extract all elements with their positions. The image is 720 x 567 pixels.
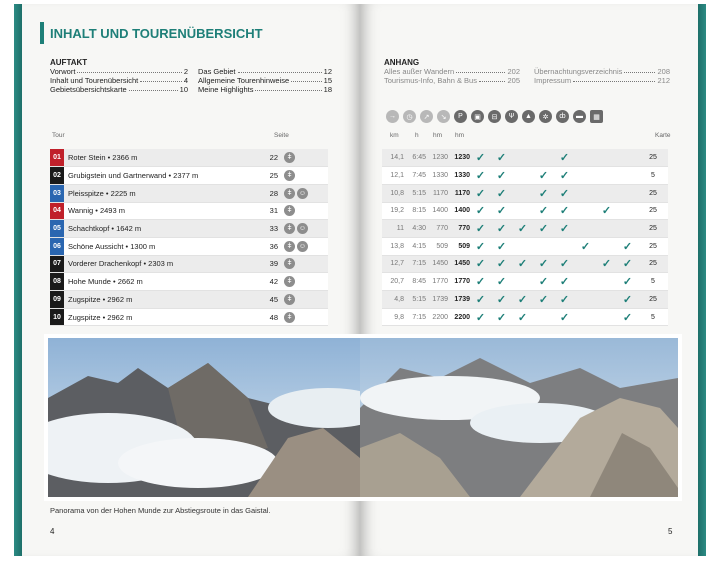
difficulty-icon: ǂ (284, 294, 295, 305)
toc-entry (198, 85, 332, 94)
map-icon: ▦ (590, 110, 603, 123)
panorama-image-left (48, 338, 360, 497)
toc-entry-page: 15 (323, 76, 332, 85)
open-book (14, 4, 706, 556)
empty-cell (617, 220, 638, 238)
toc-entry-label: Impressum (534, 76, 572, 85)
tour-data-row (382, 273, 668, 291)
toc-entry-page: 212 (657, 76, 670, 85)
tour-page: 31 (264, 202, 284, 220)
cover-edge-left (14, 4, 22, 556)
tour-number: 06 (50, 237, 64, 255)
tour-descent: 1770 (448, 273, 470, 291)
empty-cell (512, 237, 533, 255)
toc-entry-page: 12 (323, 67, 332, 76)
tour-number: 04 (50, 202, 64, 220)
panorama-photo-left (44, 334, 360, 501)
tour-map-number: 25 (638, 149, 668, 167)
empty-cell (512, 184, 533, 202)
check-icon: ✓ (533, 184, 554, 202)
check-icon: ✓ (470, 149, 491, 167)
family-icon: ☺ (298, 242, 307, 250)
tour-km: 19,2 (382, 202, 404, 220)
check-icon: ✓ (533, 167, 554, 185)
bike-icon: ȸ (556, 110, 569, 123)
tour-data-row (382, 291, 668, 309)
toc-dot-leader (129, 85, 178, 91)
tour-badges (284, 308, 328, 326)
check-icon: ✓ (491, 273, 512, 291)
tour-page: 42 (264, 273, 284, 291)
heading-accent-bar (40, 22, 44, 44)
empty-cell (575, 308, 596, 326)
toc-entry-label: Tourismus-Info, Bahn & Bus (384, 76, 477, 85)
tour-number: 10 (50, 308, 64, 326)
check-icon: ✓ (470, 308, 491, 326)
tour-name: Vorderer Drachenkopf • 2303 m (64, 255, 264, 273)
empty-cell (596, 220, 617, 238)
tour-ascent: 770 (426, 220, 448, 238)
check-icon: ✓ (491, 202, 512, 220)
tour-row (50, 220, 328, 238)
check-icon: ✓ (491, 237, 512, 255)
toc-entry-page: 202 (507, 67, 520, 76)
toc-entry (534, 67, 670, 76)
tour-duration: 4:15 (404, 237, 426, 255)
tour-data-table (382, 149, 668, 326)
tour-number: 08 (50, 273, 64, 291)
empty-cell (533, 149, 554, 167)
check-icon: ✓ (470, 202, 491, 220)
toc-entry-label: Das Gebiet (198, 67, 236, 76)
check-icon: ✓ (491, 167, 512, 185)
tour-km: 14,1 (382, 149, 404, 167)
toc-dot-leader (573, 76, 655, 82)
check-icon: ✓ (617, 273, 638, 291)
tour-duration: 4:30 (404, 220, 426, 238)
toc-entry-label: Übernachtungsverzeichnis (534, 67, 623, 76)
check-icon: ✓ (533, 220, 554, 238)
check-icon: ✓ (533, 202, 554, 220)
difficulty-icon: ǂ (284, 188, 295, 199)
difficulty-icon: ǂ (284, 170, 295, 181)
tour-name: Roter Stein • 2366 m (64, 149, 264, 167)
check-icon: ✓ (491, 184, 512, 202)
tour-map-number: 5 (638, 273, 668, 291)
difficulty-icon: ǂ (284, 152, 295, 163)
anhang-title: ANHANG (384, 58, 420, 67)
tour-duration: 8:15 (404, 202, 426, 220)
toc-entry-page: 4 (183, 76, 188, 85)
tour-descent: 2200 (448, 308, 470, 326)
tour-row (50, 237, 328, 255)
empty-cell (596, 167, 617, 185)
empty-cell (575, 255, 596, 273)
empty-cell (596, 291, 617, 309)
tour-map-number: 25 (638, 291, 668, 309)
check-icon: ✓ (470, 184, 491, 202)
page-title: INHALT UND TOURENÜBERSICHT (50, 26, 263, 41)
tour-data-row (382, 220, 668, 238)
tour-name: Wannig • 2493 m (64, 202, 264, 220)
tour-name: Schöne Aussicht • 1300 m (64, 237, 264, 255)
tour-ascent: 1739 (426, 291, 448, 309)
toc-dot-leader (255, 85, 321, 91)
tour-page: 48 (264, 308, 284, 326)
tour-badges (284, 220, 328, 238)
family-icon: ☺ (298, 189, 307, 197)
tour-descent: 1330 (448, 167, 470, 185)
tour-badges (284, 237, 328, 255)
tour-map-number: 25 (638, 202, 668, 220)
check-icon: ✓ (470, 237, 491, 255)
route-icon: → (386, 110, 399, 123)
tour-badges (284, 202, 328, 220)
cablecar-icon: ⊟ (488, 110, 501, 123)
col-karte-header: Karte (655, 132, 671, 139)
tour-ascent: 1170 (426, 184, 448, 202)
check-icon: ✓ (575, 237, 596, 255)
restaurant-icon: Ψ (505, 110, 518, 123)
check-icon: ✓ (491, 255, 512, 273)
page-number-left: 4 (50, 527, 55, 536)
winter-icon: ✲ (539, 110, 552, 123)
tour-descent: 770 (448, 220, 470, 238)
panorama-photo-right (360, 334, 682, 501)
tour-badges (284, 273, 328, 291)
left-page (14, 4, 360, 556)
col-km-header: km (390, 132, 399, 139)
col-seite-header: Seite (274, 132, 289, 139)
auftakt-title: AUFTAKT (50, 58, 88, 67)
tour-descent: 1450 (448, 255, 470, 273)
toc-entry-label: Inhalt und Tourenübersicht (50, 76, 139, 85)
difficulty-icon: ǂ (284, 276, 295, 287)
empty-cell (575, 220, 596, 238)
tour-descent: 1400 (448, 202, 470, 220)
toc-dot-leader (479, 76, 506, 82)
empty-cell (575, 167, 596, 185)
toc-dot-leader (291, 76, 321, 82)
empty-cell (596, 273, 617, 291)
tour-row (50, 149, 328, 167)
tour-descent: 1170 (448, 184, 470, 202)
tour-ascent: 1770 (426, 273, 448, 291)
toc-entry (50, 85, 188, 94)
empty-cell (575, 184, 596, 202)
check-icon: ✓ (491, 220, 512, 238)
empty-cell (575, 273, 596, 291)
toc-dot-leader (140, 76, 182, 82)
tour-duration: 7:45 (404, 167, 426, 185)
toc-entry-page: 2 (183, 67, 188, 76)
tour-duration: 6:45 (404, 149, 426, 167)
check-icon: ✓ (470, 220, 491, 238)
hut-icon: ▲ (522, 110, 535, 123)
tour-page: 25 (264, 167, 284, 185)
right-page (360, 4, 706, 556)
tour-ascent: 509 (426, 237, 448, 255)
tour-km: 20,7 (382, 273, 404, 291)
tour-page: 36 (264, 237, 284, 255)
tour-descent: 1230 (448, 149, 470, 167)
tour-row (50, 184, 328, 202)
tour-page: 45 (264, 291, 284, 309)
tour-page: 22 (264, 149, 284, 167)
photo-caption: Panorama von der Hohen Munde zur Abstiegsroute in das Gaistal. (50, 506, 271, 515)
tour-name: Grubigstein und Gartnerwand • 2377 m (64, 167, 264, 185)
tour-row (50, 291, 328, 309)
check-icon: ✓ (554, 308, 575, 326)
check-icon: ✓ (554, 167, 575, 185)
check-icon: ✓ (596, 202, 617, 220)
check-icon: ✓ (512, 308, 533, 326)
check-icon: ✓ (512, 220, 533, 238)
toc-entry-label: Meine Highlights (198, 85, 254, 94)
tour-km: 9,8 (382, 308, 404, 326)
tour-descent: 509 (448, 237, 470, 255)
toc-entry-label: Gebietsübersichtskarte (50, 85, 127, 94)
tour-map-number: 25 (638, 220, 668, 238)
check-icon: ✓ (491, 291, 512, 309)
tour-km: 12,1 (382, 167, 404, 185)
empty-cell (575, 202, 596, 220)
tour-km: 12,7 (382, 255, 404, 273)
toc-entry-page: 18 (323, 85, 332, 94)
toc-entry (50, 76, 188, 85)
tour-ascent: 1400 (426, 202, 448, 220)
check-icon: ✓ (617, 237, 638, 255)
tour-ascent: 1450 (426, 255, 448, 273)
tour-duration: 7:15 (404, 255, 426, 273)
tour-row (50, 255, 328, 273)
toc-dot-leader (77, 67, 181, 73)
toc-dot-leader (238, 67, 322, 73)
tour-page: 28 (264, 184, 284, 202)
tour-badges (284, 255, 328, 273)
empty-cell (596, 149, 617, 167)
tour-duration: 5:15 (404, 184, 426, 202)
tour-badges (284, 149, 328, 167)
check-icon: ✓ (617, 308, 638, 326)
tour-ascent: 1330 (426, 167, 448, 185)
tour-data-row (382, 149, 668, 167)
tour-row (50, 202, 328, 220)
col-hm-up-header: hm (433, 132, 443, 139)
empty-cell (512, 167, 533, 185)
toc-entry (384, 67, 520, 76)
tour-name: Schachtkopf • 1642 m (64, 220, 264, 238)
tour-name: Zugspitze • 2962 m (64, 291, 264, 309)
toc-entry (50, 67, 188, 76)
tour-page: 39 (264, 255, 284, 273)
check-icon: ✓ (470, 273, 491, 291)
tour-duration: 7:15 (404, 308, 426, 326)
check-icon: ✓ (554, 255, 575, 273)
tour-km: 4,8 (382, 291, 404, 309)
tour-number: 09 (50, 291, 64, 309)
tour-number: 02 (50, 167, 64, 185)
empty-cell (596, 184, 617, 202)
tour-number: 01 (50, 149, 64, 167)
tour-duration: 5:15 (404, 291, 426, 309)
check-icon: ✓ (554, 184, 575, 202)
check-icon: ✓ (554, 273, 575, 291)
toc-entry (384, 76, 520, 85)
check-icon: ✓ (512, 291, 533, 309)
difficulty-icon: ǂ (284, 241, 295, 252)
tour-descent: 1739 (448, 291, 470, 309)
empty-cell (554, 237, 575, 255)
tour-data-row (382, 167, 668, 185)
tour-badges (284, 184, 328, 202)
ascent-icon: ↗ (420, 110, 433, 123)
empty-cell (575, 149, 596, 167)
empty-cell (512, 149, 533, 167)
difficulty-icon: ǂ (284, 205, 295, 216)
empty-cell (617, 184, 638, 202)
toc-entry-label: Vorwort (50, 67, 76, 76)
tour-number: 05 (50, 220, 64, 238)
check-icon: ✓ (554, 149, 575, 167)
tour-name: Pleisspitze • 2225 m (64, 184, 264, 202)
empty-cell (533, 237, 554, 255)
check-icon: ✓ (554, 220, 575, 238)
check-icon: ✓ (533, 291, 554, 309)
empty-cell (533, 308, 554, 326)
tour-badges (284, 291, 328, 309)
toc-dot-leader (456, 67, 505, 73)
toc-entry-page: 208 (657, 67, 670, 76)
empty-cell (617, 167, 638, 185)
tour-map-number: 25 (638, 255, 668, 273)
clock-icon: ◷ (403, 110, 416, 123)
tour-badges (284, 167, 328, 185)
empty-cell (512, 273, 533, 291)
tour-name: Zugspitze • 2962 m (64, 308, 264, 326)
check-icon: ✓ (596, 255, 617, 273)
check-icon: ✓ (470, 291, 491, 309)
tour-data-row (382, 237, 668, 255)
bus-icon: ▣ (471, 110, 484, 123)
tour-map-number: 25 (638, 237, 668, 255)
toc-dot-leader (624, 67, 655, 73)
tour-row (50, 308, 328, 326)
panorama-image-right (360, 338, 678, 497)
tour-ascent: 1230 (426, 149, 448, 167)
tour-map-number: 5 (638, 167, 668, 185)
difficulty-icon: ǂ (284, 258, 295, 269)
empty-cell (617, 202, 638, 220)
check-icon: ✓ (554, 202, 575, 220)
difficulty-icon: ǂ (284, 223, 295, 234)
tour-duration: 8:45 (404, 273, 426, 291)
toc-entry-label: Allgemeine Tourenhinweise (198, 76, 290, 85)
check-icon: ✓ (470, 255, 491, 273)
toc-entry (198, 67, 332, 76)
tour-map-number: 5 (638, 308, 668, 326)
tour-number: 07 (50, 255, 64, 273)
tour-data-row (382, 308, 668, 326)
tour-row (50, 273, 328, 291)
empty-cell (617, 149, 638, 167)
check-icon: ✓ (617, 255, 638, 273)
difficulty-icon: ǂ (284, 312, 295, 323)
tour-table (50, 149, 328, 326)
check-icon: ✓ (512, 255, 533, 273)
empty-cell (596, 308, 617, 326)
car-icon: ▬ (573, 110, 586, 123)
tour-data-row (382, 184, 668, 202)
toc-entry-label: Alles außer Wandern (384, 67, 455, 76)
check-icon: ✓ (554, 291, 575, 309)
toc-entry (534, 76, 670, 85)
check-icon: ✓ (491, 149, 512, 167)
tour-name: Hohe Munde • 2662 m (64, 273, 264, 291)
page-number-right: 5 (668, 527, 673, 536)
tour-row (50, 167, 328, 185)
tour-data-row (382, 202, 668, 220)
check-icon: ✓ (617, 291, 638, 309)
tour-km: 10,8 (382, 184, 404, 202)
tour-data-row (382, 255, 668, 273)
parking-icon: P (454, 110, 467, 123)
tour-ascent: 2200 (426, 308, 448, 326)
toc-entry-page: 10 (179, 85, 188, 94)
tour-map-number: 25 (638, 184, 668, 202)
descent-icon: ↘ (437, 110, 450, 123)
tour-km: 13,8 (382, 237, 404, 255)
tour-page: 33 (264, 220, 284, 238)
empty-cell (512, 202, 533, 220)
toc-entry (198, 76, 332, 85)
tour-number: 03 (50, 184, 64, 202)
family-icon: ☺ (298, 225, 307, 233)
cover-edge-right (698, 4, 706, 556)
check-icon: ✓ (491, 308, 512, 326)
check-icon: ✓ (470, 167, 491, 185)
empty-cell (575, 291, 596, 309)
empty-cell (596, 237, 617, 255)
col-tour-header: Tour (52, 132, 65, 139)
col-hm-down-header: hm (455, 132, 465, 139)
legend-icons-row (386, 110, 603, 123)
col-h-header: h (415, 132, 419, 139)
toc-entry-page: 205 (507, 76, 520, 85)
check-icon: ✓ (533, 255, 554, 273)
check-icon: ✓ (533, 273, 554, 291)
tour-km: 11 (382, 220, 404, 238)
